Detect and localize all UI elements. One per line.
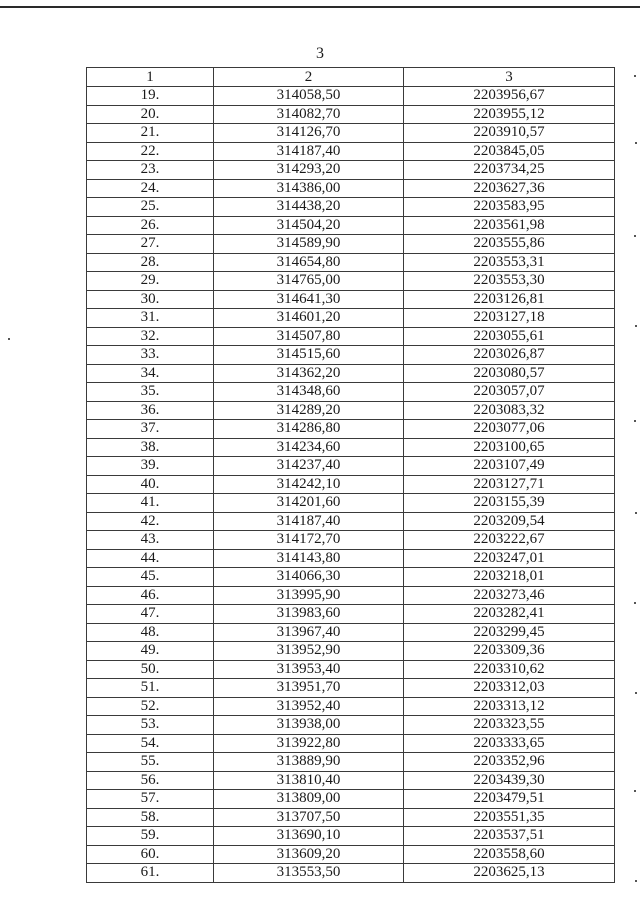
- top-border-line: [0, 6, 640, 8]
- table-row: [87, 401, 615, 420]
- cell-y: 2203055,61: [404, 327, 615, 346]
- cell-y: 2203126,81: [404, 290, 615, 309]
- cell-y: 2203734,25: [404, 161, 615, 180]
- cell-x: 314386,00: [214, 179, 404, 198]
- table-row: [87, 660, 615, 679]
- cell-point-number: 28.: [87, 253, 214, 272]
- cell-point-number: 51.: [87, 679, 214, 698]
- cell-point-number: 30.: [87, 290, 214, 309]
- cell-point-number: 50.: [87, 660, 214, 679]
- cell-y: 2203222,67: [404, 531, 615, 550]
- table-row: [87, 216, 615, 235]
- cell-y: 2203313,12: [404, 697, 615, 716]
- table-row: [87, 290, 615, 309]
- cell-y: 2203080,57: [404, 364, 615, 383]
- cell-x: 313967,40: [214, 623, 404, 642]
- table-row: [87, 734, 615, 753]
- cell-point-number: 38.: [87, 438, 214, 457]
- cell-y: 2203309,36: [404, 642, 615, 661]
- cell-x: 313952,40: [214, 697, 404, 716]
- cell-x: 313690,10: [214, 827, 404, 846]
- cell-point-number: 46.: [87, 586, 214, 605]
- scan-speck: [634, 420, 636, 422]
- scan-speck: [635, 880, 637, 882]
- table-row: [87, 309, 615, 328]
- table-row: [87, 623, 615, 642]
- table-row: [87, 383, 615, 402]
- cell-y: 2203209,54: [404, 512, 615, 531]
- scan-speck: [635, 692, 637, 694]
- table-row: [87, 198, 615, 217]
- cell-x: 314082,70: [214, 105, 404, 124]
- table-row: [87, 586, 615, 605]
- table-row: [87, 549, 615, 568]
- cell-point-number: 49.: [87, 642, 214, 661]
- table-row: [87, 87, 615, 106]
- cell-x: 314187,40: [214, 142, 404, 161]
- cell-y: 2203247,01: [404, 549, 615, 568]
- cell-x: 314515,60: [214, 346, 404, 365]
- cell-y: 2203273,46: [404, 586, 615, 605]
- table-row: [87, 864, 615, 883]
- table-body: [87, 68, 615, 883]
- table-row: [87, 808, 615, 827]
- cell-point-number: 58.: [87, 808, 214, 827]
- cell-x: 314187,40: [214, 512, 404, 531]
- cell-point-number: 57.: [87, 790, 214, 809]
- cell-x: 314438,20: [214, 198, 404, 217]
- cell-point-number: 60.: [87, 845, 214, 864]
- cell-x: 314242,10: [214, 475, 404, 494]
- table-header-row: [87, 68, 615, 87]
- cell-x: 313938,00: [214, 716, 404, 735]
- table-row: [87, 161, 615, 180]
- cell-x: 314058,50: [214, 87, 404, 106]
- table-row: [87, 179, 615, 198]
- table-row: [87, 531, 615, 550]
- cell-y: 2203310,62: [404, 660, 615, 679]
- table-row: [87, 827, 615, 846]
- cell-y: 2203282,41: [404, 605, 615, 624]
- cell-y: 2203439,30: [404, 771, 615, 790]
- table-row: [87, 253, 615, 272]
- cell-point-number: 43.: [87, 531, 214, 550]
- cell-x: 314654,80: [214, 253, 404, 272]
- cell-point-number: 59.: [87, 827, 214, 846]
- table-row: [87, 605, 615, 624]
- cell-x: 313922,80: [214, 734, 404, 753]
- cell-point-number: 55.: [87, 753, 214, 772]
- scan-speck: [634, 790, 636, 792]
- cell-x: 314126,70: [214, 124, 404, 143]
- cell-x: 313810,40: [214, 771, 404, 790]
- cell-y: 2203083,32: [404, 401, 615, 420]
- cell-point-number: 54.: [87, 734, 214, 753]
- cell-point-number: 33.: [87, 346, 214, 365]
- cell-point-number: 39.: [87, 457, 214, 476]
- cell-y: 2203100,65: [404, 438, 615, 457]
- table-row: [87, 346, 615, 365]
- table-row: [87, 642, 615, 661]
- table-row: [87, 438, 615, 457]
- cell-x: 314362,20: [214, 364, 404, 383]
- table-row: [87, 512, 615, 531]
- cell-y: 2203955,12: [404, 105, 615, 124]
- page-number: 3: [316, 45, 324, 62]
- cell-y: 2203553,30: [404, 272, 615, 291]
- scan-speck: [635, 512, 637, 514]
- cell-y: 2203057,07: [404, 383, 615, 402]
- cell-point-number: 61.: [87, 864, 214, 883]
- cell-x: 314234,60: [214, 438, 404, 457]
- scan-speck: [8, 338, 10, 340]
- cell-point-number: 21.: [87, 124, 214, 143]
- cell-x: 314237,40: [214, 457, 404, 476]
- table-row: [87, 679, 615, 698]
- cell-y: 2203026,87: [404, 346, 615, 365]
- table-row: [87, 716, 615, 735]
- cell-point-number: 31.: [87, 309, 214, 328]
- cell-point-number: 27.: [87, 235, 214, 254]
- cell-point-number: 37.: [87, 420, 214, 439]
- cell-x: 314201,60: [214, 494, 404, 513]
- cell-x: 314289,20: [214, 401, 404, 420]
- cell-point-number: 34.: [87, 364, 214, 383]
- cell-point-number: 19.: [87, 87, 214, 106]
- cell-y: 2203561,98: [404, 216, 615, 235]
- table-row: [87, 235, 615, 254]
- cell-point-number: 25.: [87, 198, 214, 217]
- cell-y: 2203583,95: [404, 198, 615, 217]
- cell-y: 2203553,31: [404, 253, 615, 272]
- table-row: [87, 364, 615, 383]
- table-row: [87, 327, 615, 346]
- cell-x: 313609,20: [214, 845, 404, 864]
- cell-y: 2203218,01: [404, 568, 615, 587]
- cell-y: 2203077,06: [404, 420, 615, 439]
- cell-y: 2203910,57: [404, 124, 615, 143]
- cell-y: 2203352,96: [404, 753, 615, 772]
- cell-y: 2203299,45: [404, 623, 615, 642]
- table-row: [87, 494, 615, 513]
- cell-y: 2203558,60: [404, 845, 615, 864]
- cell-point-number: 36.: [87, 401, 214, 420]
- cell-x: 313707,50: [214, 808, 404, 827]
- header-cell-x: 2: [214, 68, 404, 87]
- cell-y: 2203127,71: [404, 475, 615, 494]
- header-cell-point-number: 1: [87, 68, 214, 87]
- header-cell-y: 3: [404, 68, 615, 87]
- cell-point-number: 56.: [87, 771, 214, 790]
- cell-point-number: 29.: [87, 272, 214, 291]
- cell-y: 2203956,67: [404, 87, 615, 106]
- cell-y: 2203312,03: [404, 679, 615, 698]
- scan-speck: [634, 602, 636, 604]
- cell-point-number: 32.: [87, 327, 214, 346]
- table-row: [87, 457, 615, 476]
- table-row: [87, 790, 615, 809]
- cell-x: 313809,00: [214, 790, 404, 809]
- cell-x: 313889,90: [214, 753, 404, 772]
- coordinates-table: [86, 67, 615, 883]
- cell-point-number: 52.: [87, 697, 214, 716]
- cell-x: 314286,80: [214, 420, 404, 439]
- table-row: [87, 124, 615, 143]
- scan-speck: [635, 325, 637, 327]
- table-row: [87, 272, 615, 291]
- cell-point-number: 26.: [87, 216, 214, 235]
- cell-y: 2203479,51: [404, 790, 615, 809]
- cell-point-number: 40.: [87, 475, 214, 494]
- cell-x: 314589,90: [214, 235, 404, 254]
- cell-x: 314765,00: [214, 272, 404, 291]
- cell-x: 313983,60: [214, 605, 404, 624]
- cell-point-number: 47.: [87, 605, 214, 624]
- cell-point-number: 24.: [87, 179, 214, 198]
- cell-x: 314143,80: [214, 549, 404, 568]
- cell-y: 2203625,13: [404, 864, 615, 883]
- cell-y: 2203845,05: [404, 142, 615, 161]
- cell-point-number: 23.: [87, 161, 214, 180]
- cell-y: 2203107,49: [404, 457, 615, 476]
- cell-point-number: 20.: [87, 105, 214, 124]
- table-row: [87, 568, 615, 587]
- cell-x: 314601,20: [214, 309, 404, 328]
- cell-point-number: 42.: [87, 512, 214, 531]
- scan-speck: [634, 75, 636, 77]
- cell-point-number: 35.: [87, 383, 214, 402]
- cell-point-number: 22.: [87, 142, 214, 161]
- table-row: [87, 475, 615, 494]
- table-row: [87, 753, 615, 772]
- cell-y: 2203323,55: [404, 716, 615, 735]
- cell-x: 313952,90: [214, 642, 404, 661]
- cell-x: 314293,20: [214, 161, 404, 180]
- table-row: [87, 420, 615, 439]
- cell-x: 313553,50: [214, 864, 404, 883]
- cell-x: 314507,80: [214, 327, 404, 346]
- table-row: [87, 771, 615, 790]
- cell-y: 2203537,51: [404, 827, 615, 846]
- scan-speck: [635, 142, 637, 144]
- table-row: [87, 845, 615, 864]
- cell-x: 314066,30: [214, 568, 404, 587]
- cell-y: 2203555,86: [404, 235, 615, 254]
- cell-x: 314641,30: [214, 290, 404, 309]
- table-row: [87, 105, 615, 124]
- cell-x: 313995,90: [214, 586, 404, 605]
- cell-point-number: 48.: [87, 623, 214, 642]
- cell-x: 314504,20: [214, 216, 404, 235]
- cell-x: 313953,40: [214, 660, 404, 679]
- cell-y: 2203627,36: [404, 179, 615, 198]
- table-row: [87, 142, 615, 161]
- scan-speck: [634, 235, 636, 237]
- cell-x: 314348,60: [214, 383, 404, 402]
- cell-point-number: 45.: [87, 568, 214, 587]
- cell-y: 2203127,18: [404, 309, 615, 328]
- cell-y: 2203155,39: [404, 494, 615, 513]
- cell-x: 313951,70: [214, 679, 404, 698]
- cell-y: 2203551,35: [404, 808, 615, 827]
- cell-point-number: 41.: [87, 494, 214, 513]
- cell-point-number: 53.: [87, 716, 214, 735]
- cell-y: 2203333,65: [404, 734, 615, 753]
- cell-point-number: 44.: [87, 549, 214, 568]
- cell-x: 314172,70: [214, 531, 404, 550]
- table-row: [87, 697, 615, 716]
